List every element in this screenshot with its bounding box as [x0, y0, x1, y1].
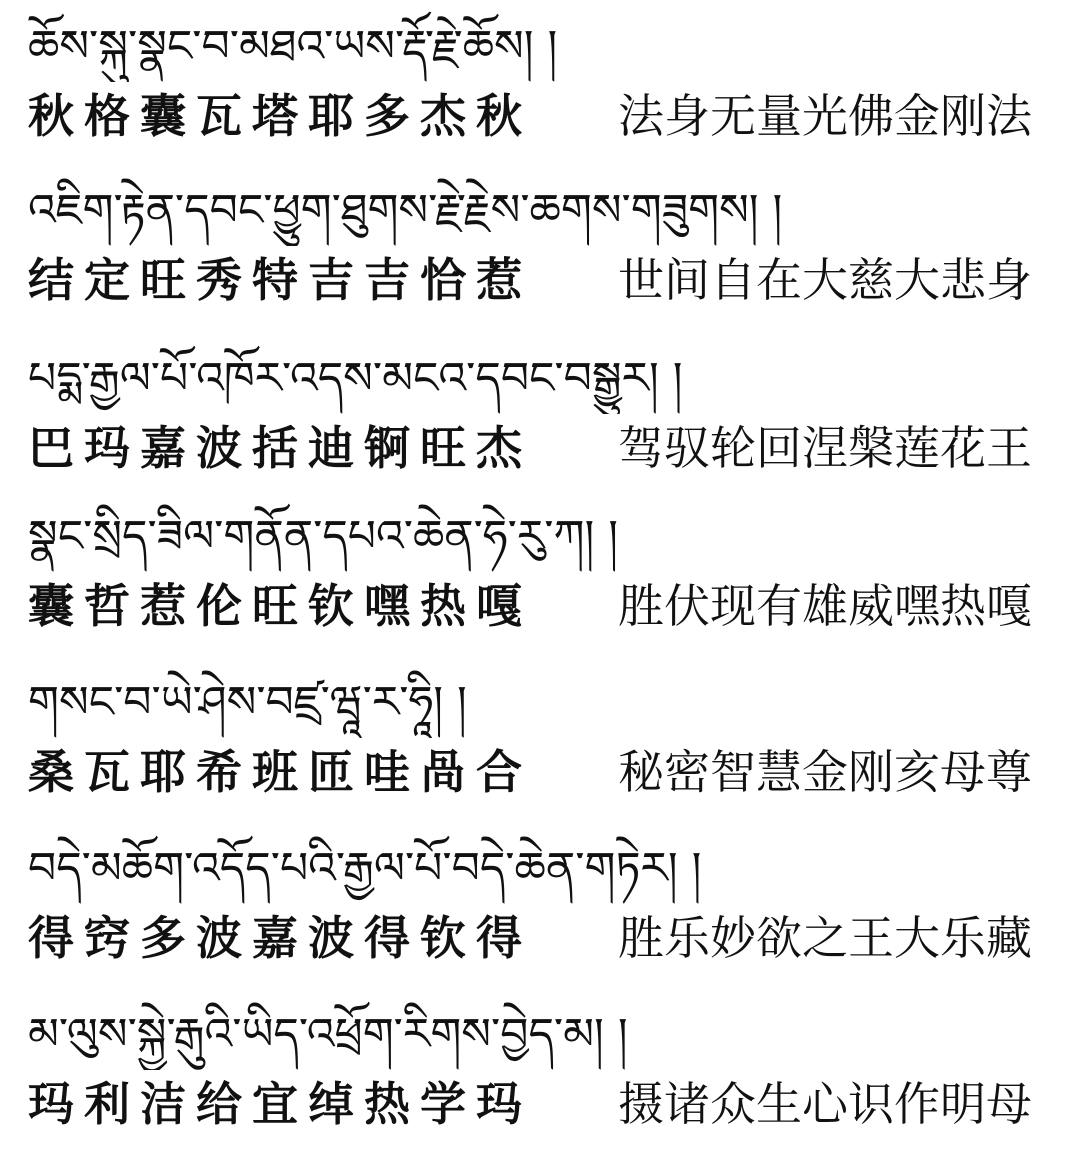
tibetan-line: འཇིག་རྟེན་དབང་ཕྱུག་ཐུགས་རྗེ་རྗེས་ཆགས་གཟུགས། །	[28, 185, 783, 236]
chinese-phonetic-line: 秋格囊瓦塔耶多杰秋	[28, 89, 532, 143]
tibetan-line: ཆོས་སྐུ་སྣང་བ་མཐའ་ཡས་རྡོ་རྗེ་ཆོས། །	[28, 21, 558, 72]
chinese-phonetic-line: 巴玛嘉波括迪锕旺杰	[28, 421, 532, 475]
chinese-meaning-line: 驾驭轮回涅槃莲花王	[618, 421, 1032, 475]
verse-6	[0, 834, 1080, 994]
chinese-meaning-line: 胜乐妙欲之王大乐藏	[618, 911, 1032, 965]
chinese-phonetic-line: 结定旺秀特吉吉恰惹	[28, 253, 532, 307]
verse-3	[0, 344, 1080, 504]
verse-1	[0, 12, 1080, 172]
chinese-meaning-line: 摄诸众生心识作明母	[618, 1077, 1032, 1131]
tibetan-line: མ་ལུས་སྐྱེ་རྒུའི་ཡིད་འཕྲོག་རིགས་བྱེད་མ། །	[28, 1009, 628, 1060]
chinese-meaning-line: 世间自在大慈大悲身	[618, 253, 1032, 307]
tibetan-line: པདྨ་རྒྱལ་པོ་འཁོར་འདས་མངའ་དབང་བསྒྱུར། །	[28, 353, 683, 404]
chinese-phonetic-line: 得窍多波嘉波得钦得	[28, 911, 532, 965]
verse-2	[0, 176, 1080, 336]
chinese-meaning-line: 秘密智慧金刚亥母尊	[618, 745, 1032, 799]
verse-5	[0, 668, 1080, 828]
verse-4	[0, 502, 1080, 662]
verse-7	[0, 1000, 1080, 1160]
tibetan-line: བདེ་མཆོག་འདོད་པའི་རྒྱལ་པོ་བདེ་ཆེན་གཏེར། །	[28, 843, 702, 894]
chinese-phonetic-line: 桑瓦耶希班匝哇咼合	[28, 745, 532, 799]
chinese-phonetic-line: 玛利洁给宜绰热学玛	[28, 1077, 532, 1131]
tibetan-line: སྣང་སྲིད་ཟིལ་གནོན་དཔའ་ཆེན་ཧེ་རུ་ཀ། །	[28, 511, 618, 562]
chinese-phonetic-line: 囊哲惹伦旺钦嘿热嘎	[28, 579, 532, 633]
chinese-meaning-line: 胜伏现有雄威嘿热嘎	[618, 579, 1032, 633]
tibetan-line: གསང་བ་ཡེ་ཤེས་བཛྲ་ཝཱ་ར་ཧཱི། །	[28, 677, 467, 728]
chinese-meaning-line: 法身无量光佛金刚法	[618, 89, 1032, 143]
